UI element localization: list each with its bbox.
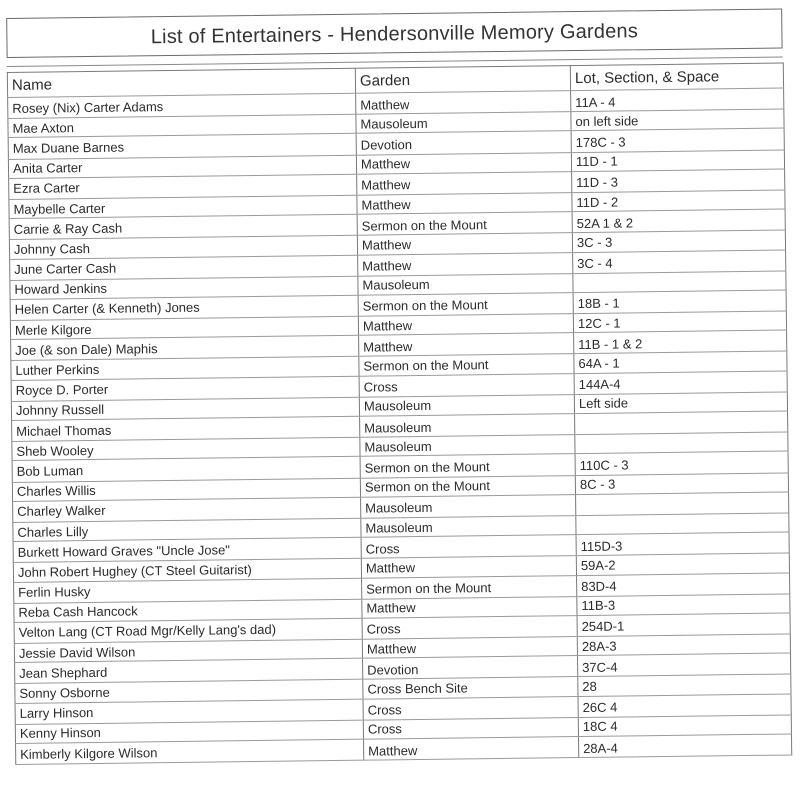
name-cell: Kenny Hinson [15,720,363,743]
garden-cell: Cross [363,717,578,739]
garden-cell: Sermon on the Mount [357,212,572,236]
name-cell: Carrie & Ray Cash [9,214,357,239]
name-cell: Ezra Carter [9,174,357,199]
lot-cell: 11A - 4 [571,88,784,112]
garden-cell: Mausoleum [361,516,576,538]
lot-cell: 254D-1 [577,613,790,637]
lot-cell [576,492,789,516]
name-cell: John Robert Hughey (CT Steel Guitarist) [13,559,361,582]
lot-cell: 11B - 1 & 2 [574,330,787,354]
garden-cell: Sermon on the Mount [360,454,575,478]
lot-cell: 144A-4 [574,371,787,395]
name-cell: Joe (& son Dale) Maphis [11,335,359,360]
name-cell: Johnny Cash [9,236,357,259]
name-cell: Charles Lilly [13,518,361,541]
garden-cell: Matthew [356,152,571,174]
garden-cell: Matthew [357,233,572,255]
name-cell: Jean Shephard [15,658,363,683]
garden-cell: Matthew [362,596,577,618]
name-cell: Reba Cash Hancock [14,599,362,622]
garden-cell: Devotion [356,131,571,155]
garden-cell: Cross Bench Site [363,677,578,699]
garden-cell: Mausoleum [358,273,573,295]
lot-cell: on left side [571,109,784,131]
name-cell: Johnny Russell [11,397,359,420]
name-cell: Maybelle Carter [9,195,357,218]
name-cell: Sheb Wooley [12,437,360,460]
garden-cell: Mausoleum [356,112,571,134]
lot-cell: 28A-3 [577,634,790,656]
name-cell: Mae Axton [8,114,356,137]
column-header-garden: Garden [355,66,570,94]
garden-cell: Sermon on the Mount [362,575,577,599]
lot-cell: 18C 4 [578,715,791,737]
name-cell: Charles Willis [12,478,360,501]
lot-cell: 11D - 3 [572,169,785,193]
name-cell: Jessie David Wilson [14,639,362,662]
name-cell: Larry Hinson [15,699,363,724]
document-sheet [6,0,793,762]
garden-cell: Sermon on the Mount [360,475,575,497]
name-cell: Ferlin Husky [14,578,362,603]
name-cell: Merle Kilgore [10,316,358,339]
garden-cell: Sermon on the Mount [359,354,574,376]
garden-cell: Matthew [362,637,577,659]
lot-cell: 18B - 1 [573,290,786,314]
lot-cell: 64A - 1 [574,351,787,373]
garden-cell: Mausoleum [360,435,575,457]
garden-cell: Mausoleum [360,414,575,438]
lot-cell: 11D - 2 [572,190,785,212]
lot-cell: 59A-2 [576,553,789,575]
garden-cell: Matthew [357,171,572,195]
garden-cell: Cross [363,696,578,720]
garden-cell: Devotion [363,656,578,680]
lot-cell: 28A-4 [578,734,791,758]
garden-cell: Matthew [357,193,572,215]
name-cell: Luther Perkins [11,357,359,380]
garden-cell: Matthew [364,737,579,761]
name-cell: Royce D. Porter [11,376,359,401]
name-cell: Bob Luman [12,457,360,482]
column-header-name: Name [7,68,355,97]
garden-cell: Sermon on the Mount [358,292,573,316]
lot-cell: 12C - 1 [573,311,786,333]
name-cell: Burkett Howard Graves "Uncle Jose" [13,537,361,562]
lot-cell [575,432,788,454]
column-header-lot: Lot, Section, & Space [570,63,783,91]
lot-cell [576,513,789,535]
lot-cell: 11D - 1 [571,150,784,172]
document-title: List of Entertainers - Hendersonville Memory Gardens [6,9,782,58]
name-cell: June Carter Cash [10,255,358,280]
garden-cell: Matthew [359,333,574,357]
table-body [8,88,792,765]
name-cell: Anita Carter [8,155,356,178]
lot-cell: 28 [578,674,791,696]
lot-cell [573,271,786,293]
garden-cell: Cross [361,535,576,559]
lot-cell: 37C-4 [578,653,791,677]
lot-cell: 3C - 4 [573,249,786,273]
name-cell: Rosey (Nix) Carter Adams [8,93,356,118]
lot-cell: 3C - 3 [572,230,785,252]
entertainers-table [7,63,792,766]
lot-cell: 52A 1 & 2 [572,209,785,233]
lot-cell: 110C - 3 [575,451,788,475]
garden-cell: Matthew [358,252,573,276]
garden-cell: Matthew [356,91,571,115]
lot-cell [575,411,788,435]
lot-cell: 11B-3 [577,594,790,616]
name-cell: Sonny Osborne [15,680,363,703]
name-cell: Michael Thomas [12,416,360,441]
name-cell: Velton Lang (CT Road Mgr/Kelly Lang's dad) [14,618,362,643]
name-cell: Charley Walker [13,497,361,522]
garden-cell: Cross [362,615,577,639]
lot-cell: 8C - 3 [575,473,788,495]
garden-cell: Matthew [361,556,576,578]
name-cell: Howard Jenkins [10,276,358,299]
name-cell: Helen Carter (& Kenneth) Jones [10,295,358,320]
lot-cell: 26C 4 [578,694,791,718]
lot-cell: 178C - 3 [571,128,784,152]
lot-cell: Left side [574,392,787,414]
garden-cell: Matthew [358,314,573,336]
garden-cell: Mausoleum [359,394,574,416]
name-cell: Kimberly Kilgore Wilson [16,739,364,764]
garden-cell: Mausoleum [361,494,576,518]
lot-cell: 115D-3 [576,532,789,556]
name-cell: Max Duane Barnes [8,134,356,159]
garden-cell: Cross [359,373,574,397]
lot-cell: 83D-4 [577,572,790,596]
